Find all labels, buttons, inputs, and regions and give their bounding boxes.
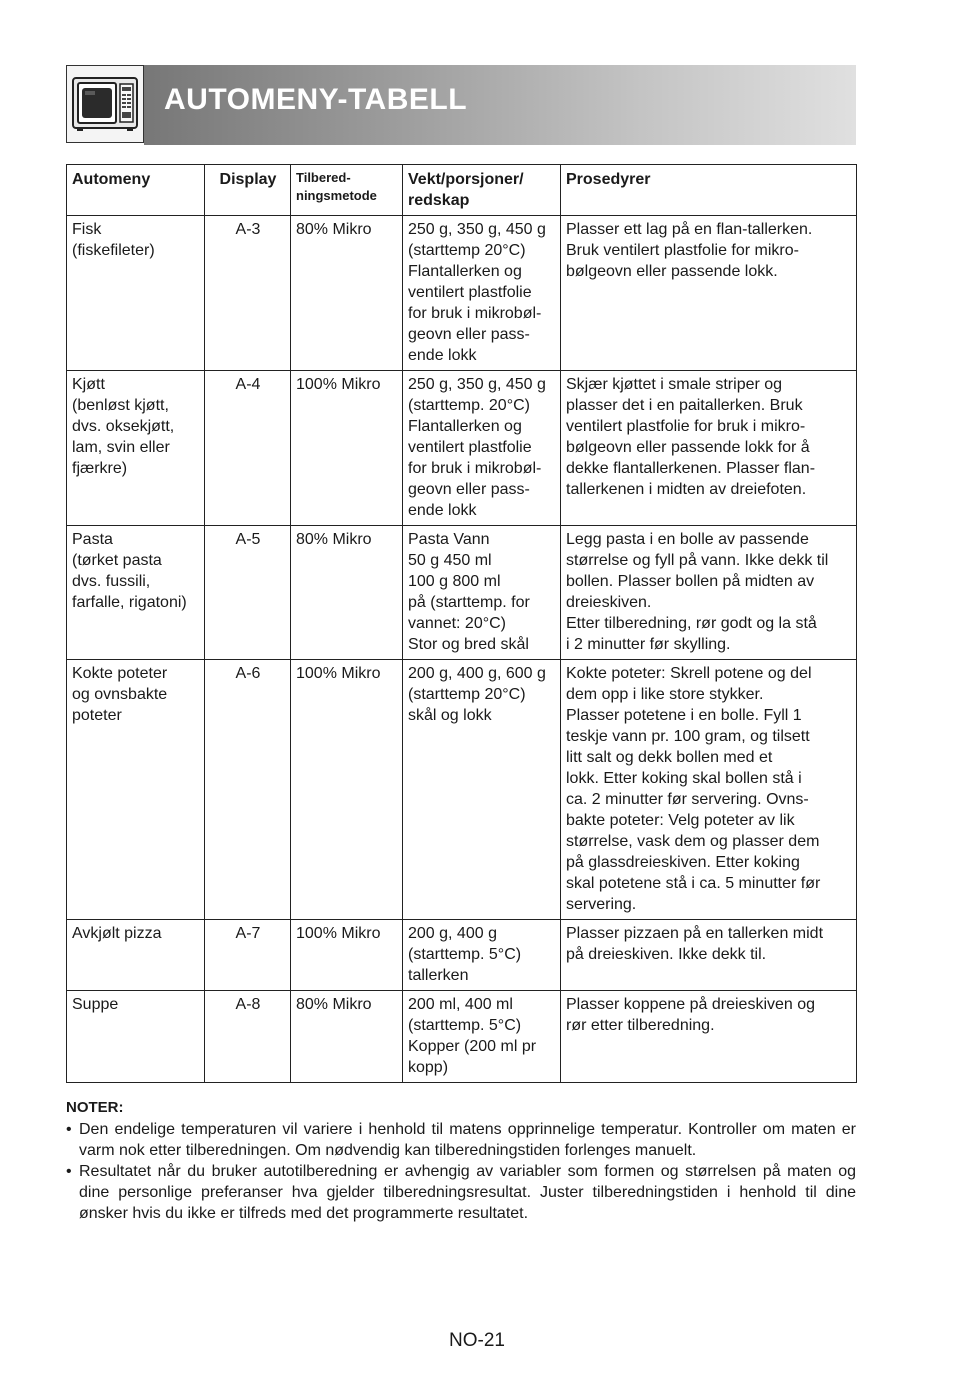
cell-method: 100% Mikro: [291, 371, 403, 526]
column-header-display: Display: [205, 165, 291, 216]
cell-menu: Avkjølt pizza: [67, 920, 205, 991]
table-row: [67, 526, 857, 660]
column-header-procedure: Prosedyrer: [561, 165, 857, 216]
cell-menu: Suppe: [67, 991, 205, 1083]
cell-menu: Kokte poteter og ovnsbakte poteter: [67, 660, 205, 920]
cell-method: 80% Mikro: [291, 991, 403, 1083]
notes-title: NOTER:: [66, 1099, 124, 1116]
note-text: Den endelige temperaturen vil variere i henhold til matens opprinnelige temperatur. Kontroller om maten er varm nok etter tilberedningen. Om nødvendig kan tilberedningstiden forlenges manuelt.: [79, 1121, 856, 1159]
bullet-icon: •: [66, 1163, 72, 1180]
table-row: [67, 991, 857, 1083]
cell-weight: 250 g, 350 g, 450 g (starttemp 20°C) Flantallerken og ventilert plastfolie for bruk i mikrobøl- geovn eller pass- ende lokk: [403, 216, 561, 371]
notes-list: [66, 1119, 856, 1224]
bullet-icon: •: [66, 1121, 72, 1138]
cell-procedure: Plasser koppene på dreieskiven og rør etter tilberedning.: [561, 991, 857, 1083]
cell-display: A-4: [205, 371, 291, 526]
cell-weight: 200 g, 400 g, 600 g (starttemp 20°C) skål og lokk: [403, 660, 561, 920]
microwave-icon: [66, 65, 144, 143]
list-item: [66, 1161, 856, 1224]
cell-menu: Pasta (tørket pasta dvs. fussili, farfalle, rigatoni): [67, 526, 205, 660]
page-number: NO-21: [449, 1330, 505, 1351]
list-item: [66, 1119, 856, 1161]
cell-procedure: Skjær kjøttet i smale striper og plasser det i en paitallerken. Bruk ventilert plastfolie for bruk i mikro- bølgeovn eller passende lokk for å dekke flantallerkenen. Plasser flan- tallerkenen i midten av dreiefoten.: [561, 371, 857, 526]
table-row: [67, 216, 857, 371]
cell-method: 80% Mikro: [291, 526, 403, 660]
cell-weight: Pasta Vann 50 g 450 ml 100 g 800 ml på (starttemp. for vannet: 20°C) Stor og bred skål: [403, 526, 561, 660]
page-header: [66, 65, 856, 145]
cell-weight: 200 g, 400 g (starttemp. 5°C) tallerken: [403, 920, 561, 991]
table-row: [67, 371, 857, 526]
cell-display: A-5: [205, 526, 291, 660]
cell-procedure: Plasser ett lag på en flan-tallerken. Bruk ventilert plastfolie for mikro- bølgeovn eller passende lokk.: [561, 216, 857, 371]
table-header-row: [67, 165, 857, 216]
cell-display: A-3: [205, 216, 291, 371]
cell-weight: 250 g, 350 g, 450 g (starttemp. 20°C) Flantallerken og ventilert plastfolie for bruk i mikrobøl- geovn eller pass- ende lokk: [403, 371, 561, 526]
column-header-automeny: Automeny: [67, 165, 205, 216]
cell-procedure: Plasser pizzaen på en tallerken midt på dreieskiven. Ikke dekk til.: [561, 920, 857, 991]
column-header-weight: Vekt/porsjoner/ redskap: [403, 165, 561, 216]
title-bar: [144, 65, 856, 145]
cell-method: 80% Mikro: [291, 216, 403, 371]
cell-display: A-8: [205, 991, 291, 1083]
cell-procedure: Kokte poteter: Skrell potene og del dem opp i like store stykker. Plasser potetene i en bolle. Fyll 1 teskje vann pr. 100 gram, og tilsett litt salt og dekk bollen med et lokk. Etter koking skal bollen stå i ca. 2 minutter før servering. Ovns- bakte poteter: Velg poteter av lik størrelse, vask dem og plasser dem på glassdreieskiven. Etter koking skal potetene stå i ca. 5 minutter før servering.: [561, 660, 857, 920]
table-row: [67, 920, 857, 991]
cell-menu: Fisk (fiskefileter): [67, 216, 205, 371]
table-row: [67, 660, 857, 920]
cell-display: A-7: [205, 920, 291, 991]
automenu-table: [66, 164, 857, 1083]
note-text: Resultatet når du bruker autotilberedning er avhengig av variabler som formen og størrelsen på maten og dine personlige preferanser hva gjelder tilberedningsresultat. Juster tilberedningstiden i henhold til dine ønsker hvis du ikke er tilfreds med det programmerte resultatet.: [79, 1163, 856, 1222]
cell-method: 100% Mikro: [291, 920, 403, 991]
column-header-method: Tilbered- ningsmetode: [291, 165, 403, 216]
notes-section: [66, 1097, 856, 1224]
cell-display: A-6: [205, 660, 291, 920]
cell-method: 100% Mikro: [291, 660, 403, 920]
page-title: AUTOMENY-TABELL: [164, 83, 468, 116]
cell-procedure: Legg pasta i en bolle av passende størrelse og fyll på vann. Ikke dekk til bollen. Plasser bollen på midten av dreieskiven. Etter tilberedning, rør godt og la stå i 2 minutter før skylling.: [561, 526, 857, 660]
cell-menu: Kjøtt (benløst kjøtt, dvs. oksekjøtt, lam, svin eller fjærkre): [67, 371, 205, 526]
cell-weight: 200 ml, 400 ml (starttemp. 5°C) Kopper (200 ml pr kopp): [403, 991, 561, 1083]
